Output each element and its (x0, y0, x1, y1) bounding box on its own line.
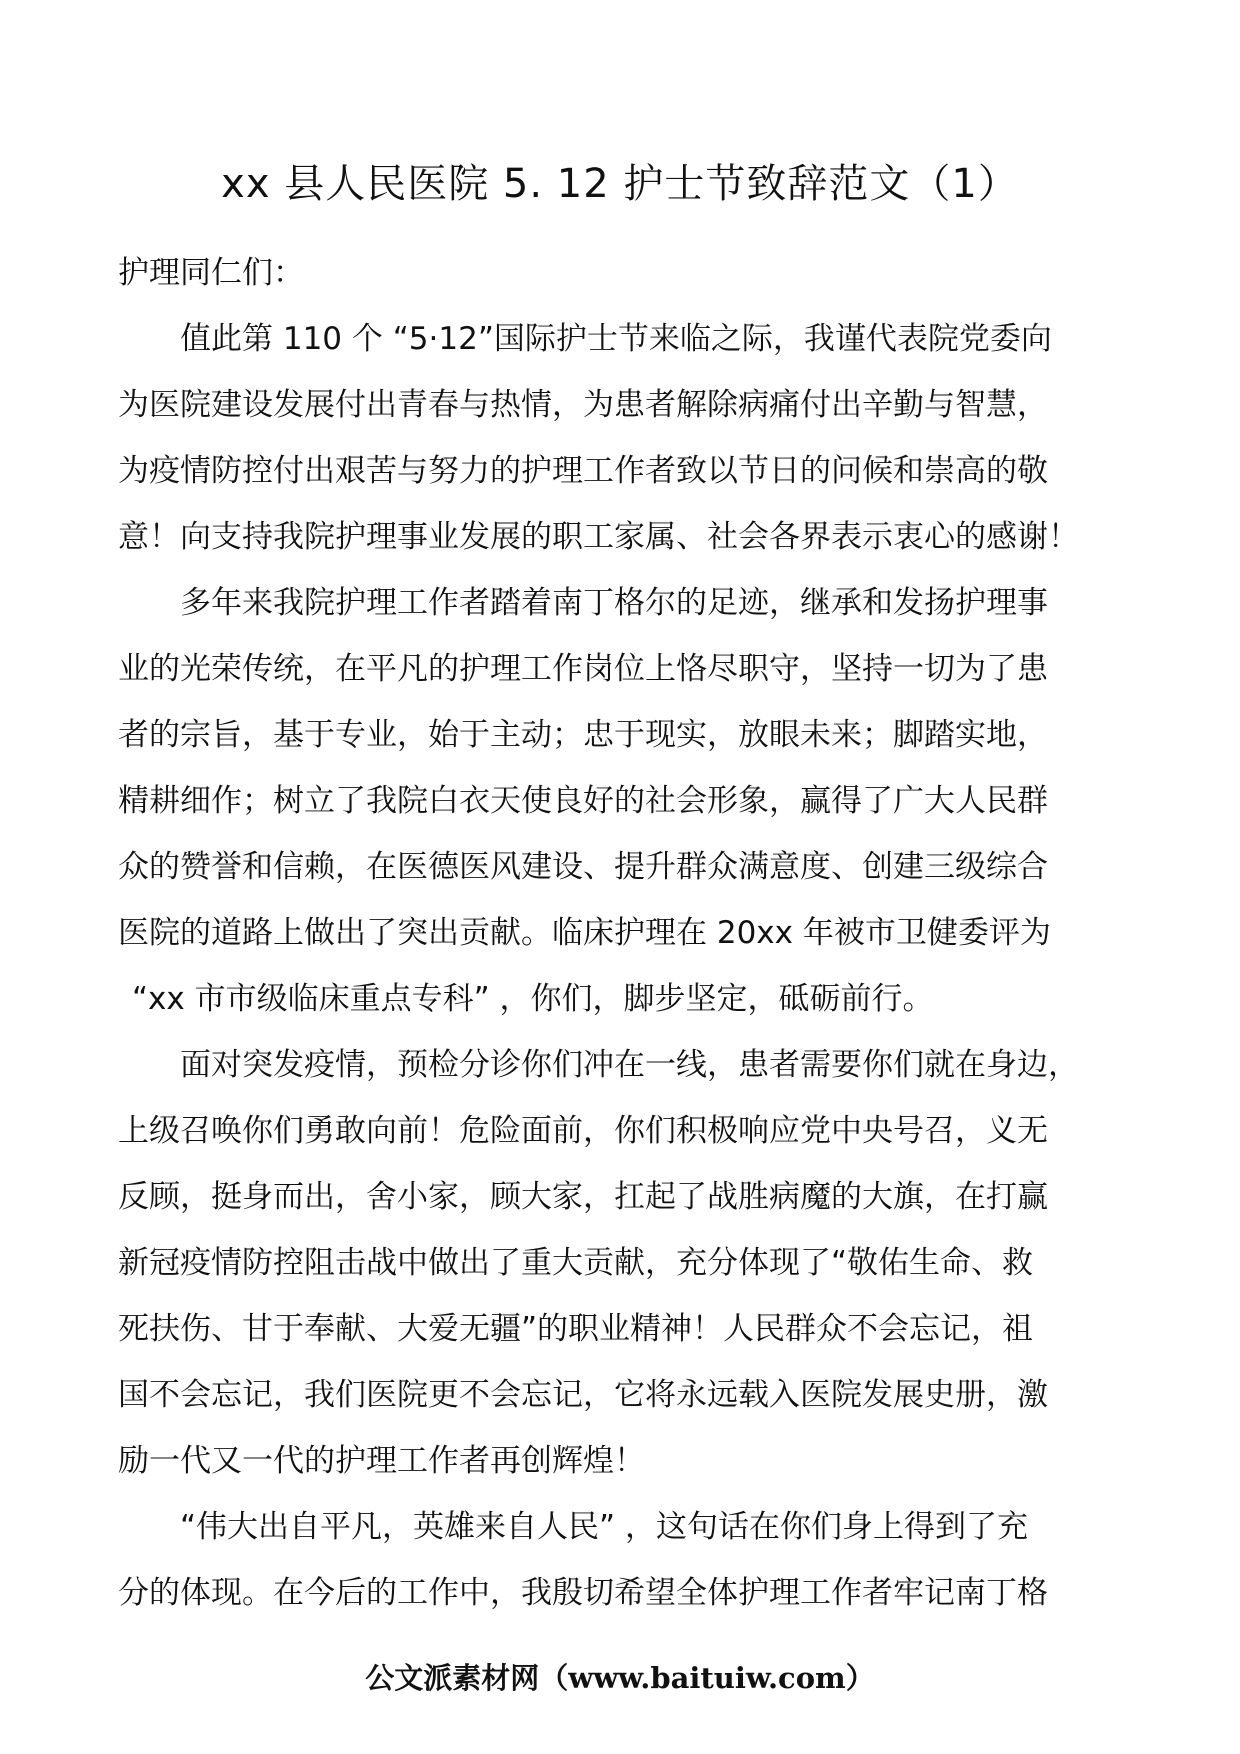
paragraph-line: 意！向支持我院护理事业发展的职工家属、社会各界表示衷心的感谢！ (118, 519, 1079, 555)
salutation: 护理同仁们： (118, 255, 304, 291)
paragraph-line: “xx 市市级临床重点专科” ，你们，脚步坚定，砥砺前行。 (132, 981, 934, 1017)
paragraph-4 (118, 1494, 1118, 1626)
paragraph-line: 业的光荣传统，在平凡的护理工作岗位上恪尽职守，坚持一切为了患 (118, 651, 1048, 687)
paragraph-line: 上级召唤你们勇敢向前！危险面前，你们积极响应党中央号召，义无 (118, 1113, 1048, 1149)
paragraph-line: 分的体现。在今后的工作中，我殷切希望全体护理工作者牢记南丁格 (118, 1575, 1048, 1611)
document-body (118, 240, 1118, 1626)
paragraph-line: 医院的道路上做出了突出贡献。临床护理在 20xx 年被市卫健委评为 (118, 915, 1051, 951)
paragraph-line: 者的宗旨，基于专业，始于主动；忠于现实，放眼未来；脚踏实地， (118, 717, 1048, 753)
paragraph-3 (118, 1032, 1118, 1494)
paragraph-line: 面对突发疫情，预检分诊你们冲在一线，患者需要你们就在身边， (180, 1047, 1079, 1083)
paragraph-line: “伟大出自平凡，英雄来自人民” ，这句话在你们身上得到了充 (180, 1509, 1028, 1545)
paragraph-line: 国不会忘记，我们医院更不会忘记，它将永远载入医院发展史册，激 (118, 1377, 1048, 1413)
paragraph-2 (118, 570, 1118, 1032)
paragraph-line: 众的赞誉和信赖，在医德医风建设、提升群众满意度、创建三级综合 (118, 849, 1048, 885)
paragraph-line: 励一代又一代的护理工作者再创辉煌！ (118, 1443, 645, 1479)
paragraph-line: 值此第 110 个 “5·12”国际护士节来临之际，我谨代表院党委向 (180, 321, 1052, 357)
paragraph-line: 新冠疫情防控阻击战中做出了重大贡献，充分体现了“敬佑生命、救 (118, 1245, 1034, 1281)
paragraph-line: 精耕细作；树立了我院白衣天使良好的社会形象，赢得了广大人民群 (118, 783, 1048, 819)
paragraph-line: 为医院建设发展付出青春与热情，为患者解除病痛付出辛勤与智慧， (118, 387, 1048, 423)
paragraph-1 (118, 306, 1118, 570)
paragraph-line: 多年来我院护理工作者踏着南丁格尔的足迹，继承和发扬护理事 (180, 585, 1048, 621)
paragraph-line: 死扶伤、甘于奉献、大爱无疆”的职业精神！人民群众不会忘记，祖 (118, 1311, 1034, 1347)
document-title: xx 县人民医院 5. 12 护士节致辞范文（1） (221, 161, 1019, 207)
footer-watermark-text: 公文派素材网（www.baituiw.com） (365, 1661, 875, 1695)
paragraph-line: 为疫情防控付出艰苦与努力的护理工作者致以节日的问候和崇高的敬 (118, 453, 1048, 489)
paragraph-line: 反顾，挺身而出，舍小家，顾大家，扛起了战胜病魔的大旗，在打赢 (118, 1179, 1048, 1215)
